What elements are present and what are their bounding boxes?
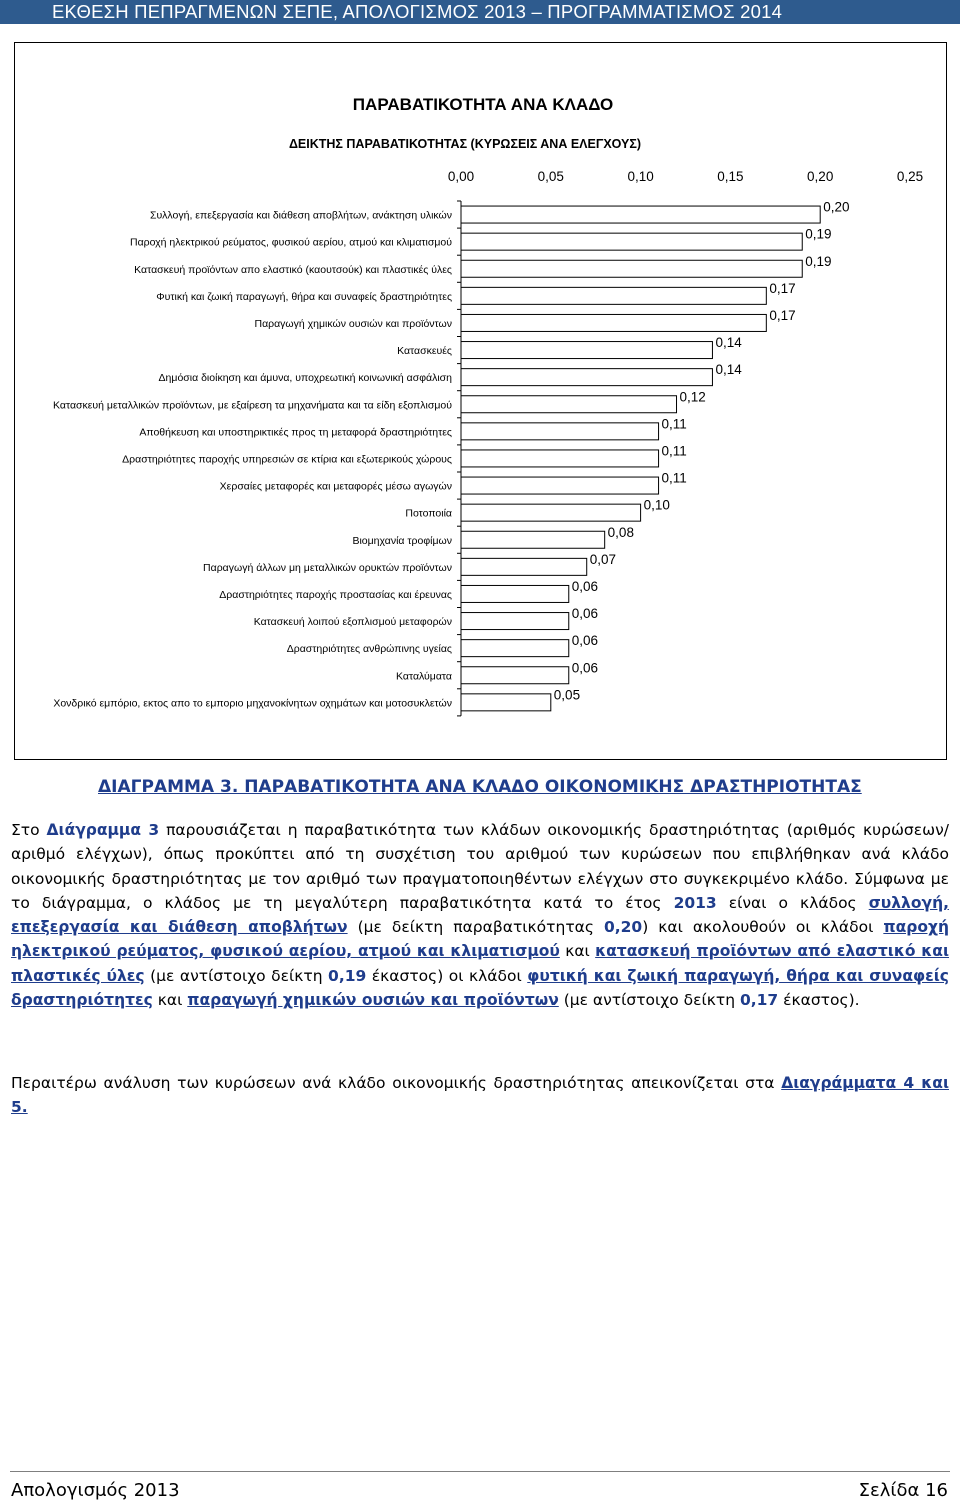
p1-year: 2013 xyxy=(673,893,717,912)
p1-value-1: 0,20 xyxy=(603,918,643,937)
p2-figure-ref: Διαγράμματα 4 και 5. xyxy=(11,1074,949,1117)
p1-text-4: (με δείκτη παραβατικότητας xyxy=(347,918,604,937)
p1-text-10: (με αντίστοιχο δείκτη xyxy=(558,991,740,1010)
category-label: Φυτική και ζωική παραγωγή, θήρα και συναφείς δραστηριότητες xyxy=(156,290,452,303)
p1-figure-ref: Διάγραμμα 3 xyxy=(46,821,160,839)
bar xyxy=(461,369,712,386)
bar xyxy=(461,504,641,521)
category-label: Παραγωγή χημικών ουσιών και προϊόντων xyxy=(254,317,452,330)
p1-text-1: Στο xyxy=(11,821,47,839)
category-label: Κατασκευή μεταλλικών προϊόντων, με εξαίρεση τα μηχανήματα και τα είδη εξοπλισμού xyxy=(53,399,452,412)
bar xyxy=(461,342,712,359)
bar-value-label: 0,20 xyxy=(823,199,850,215)
bar-value-label: 0,07 xyxy=(589,551,617,567)
bar-value-label: 0,17 xyxy=(769,280,796,296)
bar xyxy=(461,613,569,630)
bar-value-label: 0,06 xyxy=(571,633,599,649)
category-label: Παραγωγή άλλων μη μεταλλικών ορυκτών προϊόντων xyxy=(203,561,452,574)
category-label: Κατασκευή λοιπού εξοπλισμού μεταφορών xyxy=(253,616,452,629)
category-label: Παροχή ηλεκτρικού ρεύματος, φυσικού αερίου, ατμού και κλιματισμού xyxy=(129,236,452,249)
bar xyxy=(461,287,766,304)
p1-sector-5: παραγωγή χημικών ουσιών και προϊόντων xyxy=(187,991,559,1010)
bar xyxy=(461,477,659,494)
bar xyxy=(461,640,569,657)
bar-value-label: 0,17 xyxy=(769,307,796,323)
p1-value-2: 0,19 xyxy=(328,966,367,985)
body-paragraph-2 xyxy=(11,1071,949,1120)
p1-text-11: έκαστος). xyxy=(778,991,860,1010)
bar-value-label: 0,05 xyxy=(553,687,581,703)
bar xyxy=(461,206,820,223)
bar xyxy=(461,450,659,467)
bar-value-label: 0,06 xyxy=(571,660,599,676)
bar-value-label: 0,11 xyxy=(661,443,687,459)
p1-sector-3: κατασκευή προϊόντων από ελαστικό και πλαστικές ύλες xyxy=(11,942,949,985)
bar xyxy=(461,314,766,331)
category-label: Κατασκευές xyxy=(397,345,452,358)
bar xyxy=(461,585,569,602)
category-label: Αποθήκευση και υποστηρικτικές προς τη μεταφορά δραστηριότητες xyxy=(139,426,452,439)
bar xyxy=(461,423,659,440)
chart-title: ΠΑΡΑΒΑΤΙΚΟΤΗΤΑ ΑΝΑ ΚΛΑΔΟ xyxy=(352,95,614,114)
p1-sector-1: συλλογή, επεξεργασία και διάθεση αποβλήτων xyxy=(11,893,949,937)
p1-sector-4: φυτική και ζωική παραγωγή, θήρα και συναφείς δραστηριότητες xyxy=(11,966,949,1010)
category-label: Δραστηριότητες παροχής υπηρεσιών σε κτίρια και εξωτερικούς χώρους xyxy=(122,453,452,466)
bar xyxy=(461,260,802,277)
category-label: Δραστηριότητες ανθρώπινης υγείας xyxy=(286,643,452,656)
figure-caption: ΔΙΑΓΡΑΜΜΑ 3. ΠΑΡΑΒΑΤΙΚΟΤΗΤΑ ΑΝΑ ΚΛΑΔΟ ΟΙΚΟΝΟΜΙΚΗΣ ΔΡΑΣΤΗΡΙΟΤΗΤΑΣ xyxy=(98,777,862,797)
category-label: Δημόσια διοίκηση και άμυνα, υποχρεωτική κοινωνική ασφάλιση xyxy=(158,372,452,385)
p1-text-7: (με αντίστοιχο δείκτη xyxy=(144,966,329,985)
bar xyxy=(461,396,677,413)
p1-text-8: έκαστος) οι κλάδοι xyxy=(366,966,528,985)
footer-report-name: Απολογισμός 2013 xyxy=(11,1480,180,1501)
category-label: Δραστηριότητες παροχής προστασίας και έρευνας xyxy=(219,588,452,601)
bar-value-label: 0,19 xyxy=(805,226,832,242)
p1-text-3: είναι ο κλάδος xyxy=(716,893,869,912)
bar xyxy=(461,558,587,575)
p1-text-6: και xyxy=(559,942,596,961)
category-label: Κατασκευή προϊόντων απο ελαστικό (καουτσούκ) και πλαστικές ύλες xyxy=(134,263,452,276)
category-label: Χερσαίες μεταφορές και μεταφορές μέσω αγωγών xyxy=(219,480,452,493)
category-label: Χονδρικό εμπόριο, εκτος απο το εμποριο μηχανοκίνητων οχημάτων και μοτοσυκλετών xyxy=(53,697,452,710)
body-paragraph-1 xyxy=(11,818,949,1012)
bar xyxy=(461,694,551,711)
p1-value-3: 0,17 xyxy=(739,991,779,1010)
bar xyxy=(461,667,569,684)
p1-text-9: και xyxy=(152,991,188,1010)
bar xyxy=(461,531,605,548)
category-label: Καταλύματα xyxy=(396,670,452,683)
x-tick-label: 0,00 xyxy=(447,169,475,184)
bar-value-label: 0,14 xyxy=(715,335,742,351)
bar-value-label: 0,19 xyxy=(805,253,832,269)
x-tick-label: 0,15 xyxy=(717,169,744,184)
footer-page-number: Σελίδα 16 xyxy=(858,1480,948,1501)
bar-value-label: 0,11 xyxy=(661,470,687,486)
bar-value-label: 0,14 xyxy=(715,362,742,378)
x-tick-label: 0,20 xyxy=(807,169,834,184)
p1-text-5: ) και ακολουθούν οι κλάδοι xyxy=(642,918,884,937)
page-header-title: ΕΚΘΕΣΗ ΠΕΠΡΑΓΜΕΝΩΝ ΣΕΠΕ, ΑΠΟΛΟΓΙΣΜΟΣ 2013 – ΠΡΟΓΡΑΜΜΑΤΙΣΜΟΣ 2014 xyxy=(52,1,783,22)
x-tick-label: 0,10 xyxy=(627,169,654,184)
bar-value-label: 0,10 xyxy=(643,497,670,513)
bar-value-label: 0,06 xyxy=(571,578,599,594)
x-tick-label: 0,25 xyxy=(896,169,924,184)
p1-text-2: παρουσιάζεται η παραβατικότητα των κλάδων οικονομικής δραστηριότητας (αριθμός κυρώσεων/αριθμό ελέγχων), όπως προκύπτει από τη συσχέτιση του αριθμού των κυρώσεων που επιβλήθηκαν ανά κλάδο οικονομικής δραστηριότητας με τον αριθμό των πραγματοποιηθέντων ελέγχων στο συγκεκριμένο κλάδο. Σύμφωνα με το διάγραμμα, ο κλάδος με τη μεγαλύτερη παραβατικότητα κατά το έτος xyxy=(11,821,949,912)
bar-value-label: 0,11 xyxy=(661,416,687,432)
bar-value-label: 0,08 xyxy=(607,524,634,540)
category-label: Ποτοποιία xyxy=(405,507,452,520)
category-label: Βιομηχανία τροφίμων xyxy=(352,534,452,547)
p1-sector-2: παροχή ηλεκτρικού ρεύματος, φυσικού αερίου, ατμού και κλιματισμού xyxy=(11,918,950,961)
bar-value-label: 0,06 xyxy=(571,606,599,622)
category-label: Συλλογή, επεξεργασία και διάθεση αποβλήτων, ανάκτηση υλικών xyxy=(149,209,452,222)
bar-value-label: 0,12 xyxy=(679,389,706,405)
chart-subtitle: ΔΕΙΚΤΗΣ ΠΑΡΑΒΑΤΙΚΟΤΗΤΑΣ (ΚΥΡΩΣΕΙΣ ΑΝΑ ΕΛΕΓΧΟΥΣ) xyxy=(288,137,642,151)
p2-text: Περαιτέρω ανάλυση των κυρώσεων ανά κλάδο οικονομικής δραστηριότητας απεικονίζεται στα xyxy=(11,1074,782,1092)
x-tick-label: 0,05 xyxy=(537,169,564,184)
bar xyxy=(461,233,802,250)
footer-divider xyxy=(10,1471,950,1472)
